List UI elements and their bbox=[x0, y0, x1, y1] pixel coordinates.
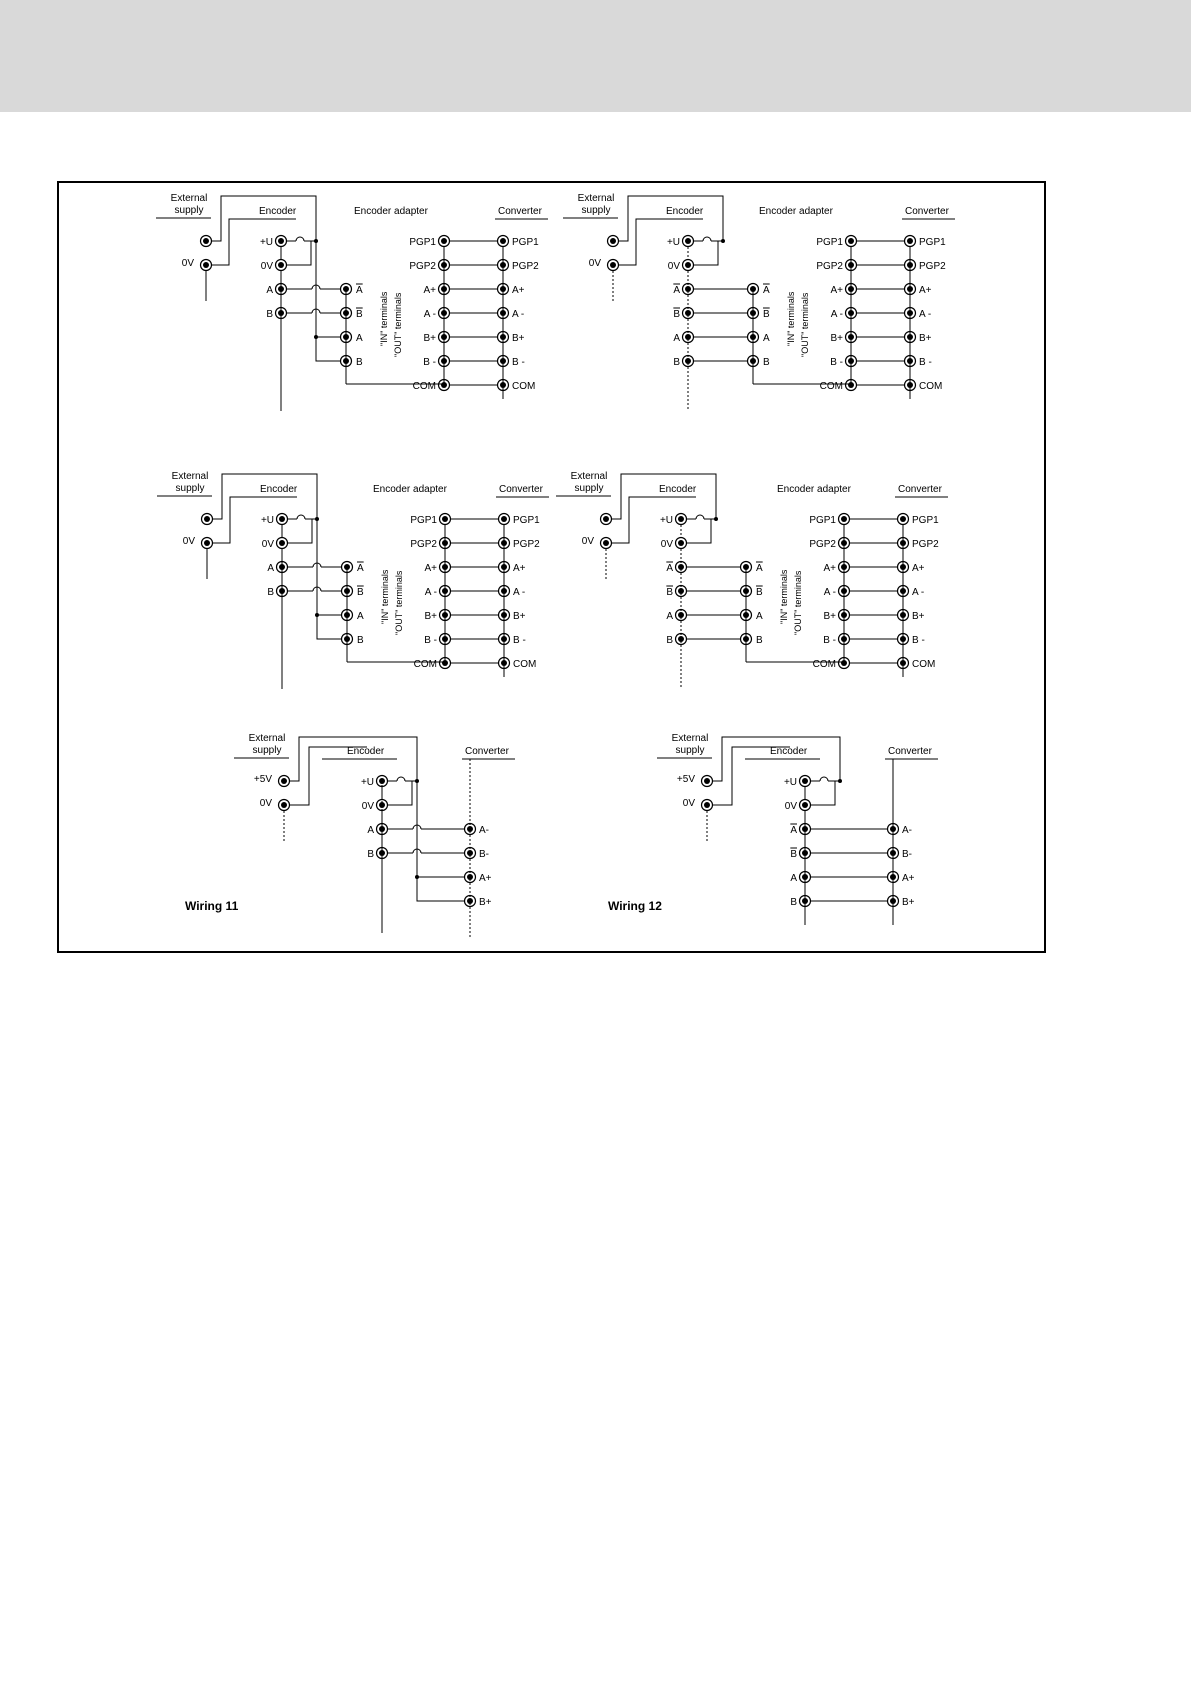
adapter-out-label: PGP2 bbox=[410, 539, 437, 550]
wiring-diagram-wiring-8 bbox=[563, 193, 955, 411]
converter-label: COM bbox=[919, 381, 943, 392]
adapter-out-label: PGP1 bbox=[809, 515, 836, 526]
encoder-plus-u: +U bbox=[659, 515, 673, 526]
adapter-out-label: COM bbox=[412, 381, 436, 392]
converter-label: B- bbox=[479, 849, 489, 860]
supply-0v-label: 0V bbox=[682, 798, 695, 809]
encoder-signal-label: A bbox=[790, 873, 797, 884]
out-terminals-label: "OUT" terminals bbox=[800, 292, 810, 357]
wire-crossover bbox=[820, 777, 828, 781]
terminal bbox=[499, 514, 510, 525]
terminal bbox=[202, 538, 213, 549]
terminal bbox=[898, 514, 909, 525]
adapter-out-label: PGP2 bbox=[809, 539, 836, 550]
terminal-core bbox=[603, 540, 609, 546]
adapter-in-label: B bbox=[756, 635, 763, 646]
converter-label: A+ bbox=[512, 285, 525, 296]
converter-label: PGP2 bbox=[513, 539, 540, 550]
encoder-plus-u: +U bbox=[666, 237, 680, 248]
encoder-0v-wire bbox=[694, 241, 718, 265]
adapter-out-label: B - bbox=[424, 635, 437, 646]
encoder-heading: Encoder bbox=[260, 484, 298, 495]
encoder-heading: Encoder bbox=[666, 206, 704, 217]
adapter-out-label: COM bbox=[413, 659, 437, 670]
encoder-0v: 0V bbox=[784, 801, 797, 812]
encoder-0v-wire bbox=[687, 519, 711, 543]
terminal-core bbox=[678, 540, 684, 546]
encoder-signal-label: B bbox=[666, 635, 673, 646]
encoder-signal-label: B bbox=[673, 309, 680, 320]
adapter-out-label: A+ bbox=[424, 563, 437, 574]
encoder-signal-label: A bbox=[673, 285, 680, 296]
external-supply-label: supply bbox=[175, 483, 205, 494]
page-header-band bbox=[0, 0, 1191, 112]
encoder-0v: 0V bbox=[261, 539, 274, 550]
terminal bbox=[202, 514, 213, 525]
encoder-signal-label: B bbox=[666, 587, 673, 598]
terminal-core bbox=[603, 516, 609, 522]
terminal-core bbox=[279, 540, 285, 546]
terminal bbox=[277, 514, 288, 525]
terminal-core bbox=[678, 516, 684, 522]
terminal-core bbox=[203, 262, 209, 268]
external-supply-label: External bbox=[570, 471, 608, 482]
adapter-out-label: A+ bbox=[830, 285, 843, 296]
converter-label: PGP2 bbox=[512, 261, 539, 272]
adapter-heading: Encoder adapter bbox=[373, 484, 447, 495]
terminal-core bbox=[441, 238, 447, 244]
adapter-in-label: A bbox=[763, 285, 770, 296]
junction-dot bbox=[838, 779, 842, 783]
external-supply-label: supply bbox=[581, 205, 611, 216]
external-supply-label: External bbox=[170, 193, 208, 204]
adapter-heading: Encoder adapter bbox=[354, 206, 428, 217]
converter-heading: Converter bbox=[898, 484, 942, 495]
terminal-core bbox=[501, 516, 507, 522]
converter-label: A+ bbox=[919, 285, 932, 296]
wire-crossover bbox=[296, 237, 304, 241]
adapter-in-label: A bbox=[356, 285, 363, 296]
terminal-core bbox=[204, 540, 210, 546]
terminal-core bbox=[900, 516, 906, 522]
encoder-0v-wire bbox=[388, 781, 412, 805]
terminal bbox=[846, 236, 857, 247]
wiring-diagram-wiring-12 bbox=[608, 733, 938, 925]
terminal-core bbox=[281, 778, 287, 784]
encoder-heading: Encoder bbox=[259, 206, 297, 217]
adapter-in-label: B bbox=[357, 587, 364, 598]
external-supply-label: External bbox=[248, 733, 286, 744]
converter-label: A+ bbox=[479, 873, 492, 884]
terminal bbox=[277, 538, 288, 549]
terminal bbox=[276, 260, 287, 271]
encoder-signal-label: A bbox=[266, 285, 273, 296]
supply-0v-wire bbox=[213, 497, 268, 543]
converter-heading: Converter bbox=[888, 746, 932, 757]
terminal bbox=[702, 800, 713, 811]
terminal-core bbox=[278, 238, 284, 244]
adapter-in-label: B bbox=[357, 635, 364, 646]
supply-0v-label: 0V bbox=[181, 258, 194, 269]
terminal bbox=[608, 236, 619, 247]
terminal-core bbox=[704, 778, 710, 784]
converter-label: A- bbox=[902, 825, 912, 836]
adapter-out-label: B+ bbox=[424, 611, 437, 622]
encoder-0v-wire bbox=[811, 781, 835, 805]
diagram-title: Wiring 12 bbox=[608, 899, 662, 913]
converter-label: COM bbox=[512, 381, 536, 392]
converter-label: B+ bbox=[919, 333, 932, 344]
terminal bbox=[498, 236, 509, 247]
terminal-core bbox=[203, 238, 209, 244]
adapter-in-label: A bbox=[357, 611, 364, 622]
wiring-diagrams-svg bbox=[59, 183, 1044, 951]
converter-label: B+ bbox=[902, 897, 915, 908]
converter-label: PGP2 bbox=[912, 539, 939, 550]
converter-heading: Converter bbox=[498, 206, 542, 217]
wire-crossover bbox=[397, 777, 405, 781]
encoder-0v: 0V bbox=[660, 539, 673, 550]
converter-label: A+ bbox=[912, 563, 925, 574]
wiring-diagrams-frame bbox=[57, 181, 1046, 953]
terminal-core bbox=[848, 238, 854, 244]
converter-heading: Converter bbox=[905, 206, 949, 217]
terminal-core bbox=[442, 516, 448, 522]
external-supply-label: supply bbox=[574, 483, 604, 494]
encoder-signal-label: A bbox=[666, 611, 673, 622]
encoder-signal-label: A bbox=[267, 563, 274, 574]
adapter-out-label: PGP1 bbox=[816, 237, 843, 248]
converter-label: PGP1 bbox=[919, 237, 946, 248]
external-supply-label: supply bbox=[675, 745, 705, 756]
adapter-out-label: PGP2 bbox=[816, 261, 843, 272]
terminal bbox=[683, 236, 694, 247]
terminal-core bbox=[704, 802, 710, 808]
adapter-heading: Encoder adapter bbox=[759, 206, 833, 217]
encoder-plus-u: +U bbox=[260, 515, 274, 526]
adapter-out-label: A+ bbox=[423, 285, 436, 296]
encoder-signal-label: B bbox=[790, 849, 797, 860]
encoder-signal-label: A bbox=[666, 563, 673, 574]
junction-dot bbox=[721, 239, 725, 243]
supply-0v-wire bbox=[212, 219, 267, 265]
wire-crossover bbox=[703, 237, 711, 241]
terminal bbox=[905, 236, 916, 247]
adapter-out-label: B+ bbox=[830, 333, 843, 344]
converter-label: A- bbox=[479, 825, 489, 836]
supply-0v-label: 0V bbox=[588, 258, 601, 269]
encoder-0v: 0V bbox=[667, 261, 680, 272]
adapter-out-label: COM bbox=[819, 381, 843, 392]
adapter-out-label: B+ bbox=[823, 611, 836, 622]
encoder-0v-wire bbox=[287, 241, 311, 265]
in-terminals-label: "IN" terminals bbox=[379, 291, 389, 346]
encoder-signal-label: A bbox=[790, 825, 797, 836]
terminal-core bbox=[610, 238, 616, 244]
encoder-plus-u: +U bbox=[783, 777, 797, 788]
adapter-in-label: A bbox=[756, 611, 763, 622]
adapter-in-label: B bbox=[756, 587, 763, 598]
terminal bbox=[440, 514, 451, 525]
encoder-0v: 0V bbox=[361, 801, 374, 812]
terminal bbox=[839, 514, 850, 525]
junction-dot bbox=[714, 517, 718, 521]
adapter-in-label: B bbox=[356, 309, 363, 320]
encoder-heading: Encoder bbox=[347, 746, 385, 757]
junction-dot bbox=[415, 875, 419, 879]
terminal-core bbox=[204, 516, 210, 522]
terminal bbox=[279, 776, 290, 787]
terminal bbox=[201, 236, 212, 247]
wiring-diagram-wiring-9 bbox=[157, 471, 549, 689]
terminal-core bbox=[841, 516, 847, 522]
encoder-signal-label: B bbox=[367, 849, 374, 860]
encoder-plus-u: +U bbox=[259, 237, 273, 248]
adapter-in-label: A bbox=[357, 563, 364, 574]
out-terminals-label: "OUT" terminals bbox=[393, 292, 403, 357]
converter-label: B - bbox=[512, 357, 525, 368]
adapter-in-label: A bbox=[756, 563, 763, 574]
encoder-signal-label: B bbox=[790, 897, 797, 908]
adapter-in-label: A bbox=[356, 333, 363, 344]
converter-label: B - bbox=[912, 635, 925, 646]
converter-label: A - bbox=[512, 309, 525, 320]
converter-label: A+ bbox=[513, 563, 526, 574]
encoder-signal-label: B bbox=[673, 357, 680, 368]
supply-0v-label: 0V bbox=[182, 536, 195, 547]
external-supply-label: External bbox=[671, 733, 709, 744]
encoder-signal-label: A bbox=[367, 825, 374, 836]
supply-voltage-label: +5V bbox=[676, 774, 695, 785]
converter-label: B - bbox=[513, 635, 526, 646]
adapter-out-label: B - bbox=[823, 635, 836, 646]
terminal-core bbox=[802, 802, 808, 808]
converter-label: B - bbox=[919, 357, 932, 368]
adapter-out-label: B - bbox=[830, 357, 843, 368]
converter-heading: Converter bbox=[465, 746, 509, 757]
terminal-core bbox=[281, 802, 287, 808]
encoder-heading: Encoder bbox=[659, 484, 697, 495]
encoder-heading: Encoder bbox=[770, 746, 808, 757]
converter-label: B+ bbox=[479, 897, 492, 908]
converter-label: A+ bbox=[902, 873, 915, 884]
terminal-core bbox=[500, 238, 506, 244]
converter-label: PGP1 bbox=[513, 515, 540, 526]
adapter-out-label: A - bbox=[830, 309, 843, 320]
supply-0v-wire bbox=[619, 219, 674, 265]
wire-crossover bbox=[696, 515, 704, 519]
node-b-wire bbox=[317, 519, 341, 639]
wiring-diagram-wiring-7 bbox=[156, 193, 548, 411]
node-wire bbox=[417, 781, 464, 901]
adapter-in-label: B bbox=[763, 357, 770, 368]
adapter-out-label: A - bbox=[423, 309, 436, 320]
adapter-out-label: B - bbox=[423, 357, 436, 368]
wiring-diagram-wiring-10 bbox=[556, 471, 948, 689]
adapter-out-label: COM bbox=[812, 659, 836, 670]
terminal bbox=[702, 776, 713, 787]
terminal bbox=[439, 236, 450, 247]
converter-label: COM bbox=[912, 659, 936, 670]
converter-label: B+ bbox=[512, 333, 525, 344]
terminal bbox=[800, 776, 811, 787]
out-terminals-label: "OUT" terminals bbox=[394, 570, 404, 635]
external-supply-label: External bbox=[577, 193, 615, 204]
encoder-signal-label: B bbox=[266, 309, 273, 320]
terminal-core bbox=[685, 262, 691, 268]
encoder-0v: 0V bbox=[260, 261, 273, 272]
junction-dot bbox=[315, 613, 319, 617]
converter-label: B- bbox=[902, 849, 912, 860]
adapter-in-label: B bbox=[763, 309, 770, 320]
adapter-out-label: B+ bbox=[423, 333, 436, 344]
in-terminals-label: "IN" terminals bbox=[786, 291, 796, 346]
out-terminals-label: "OUT" terminals bbox=[793, 570, 803, 635]
converter-label: A - bbox=[919, 309, 932, 320]
in-terminals-label: "IN" terminals bbox=[380, 569, 390, 624]
terminal bbox=[676, 514, 687, 525]
adapter-out-label: PGP2 bbox=[409, 261, 436, 272]
terminal bbox=[279, 800, 290, 811]
converter-label: A - bbox=[513, 587, 526, 598]
converter-label: COM bbox=[513, 659, 537, 670]
terminal-core bbox=[802, 778, 808, 784]
encoder-0v-wire bbox=[288, 519, 312, 543]
terminal-core bbox=[610, 262, 616, 268]
adapter-out-label: A - bbox=[823, 587, 836, 598]
terminal-core bbox=[278, 262, 284, 268]
terminal-core bbox=[685, 238, 691, 244]
converter-label: B+ bbox=[513, 611, 526, 622]
converter-label: PGP1 bbox=[912, 515, 939, 526]
wiring-diagram-wiring-11 bbox=[185, 733, 515, 938]
terminal bbox=[683, 260, 694, 271]
terminal bbox=[201, 260, 212, 271]
adapter-out-label: PGP1 bbox=[409, 237, 436, 248]
supply-0v-wire bbox=[612, 497, 667, 543]
adapter-out-label: PGP1 bbox=[410, 515, 437, 526]
adapter-out-label: A+ bbox=[823, 563, 836, 574]
in-terminals-label: "IN" terminals bbox=[779, 569, 789, 624]
external-supply-label: supply bbox=[252, 745, 282, 756]
encoder-signal-label: B bbox=[267, 587, 274, 598]
terminal bbox=[676, 538, 687, 549]
terminal bbox=[601, 538, 612, 549]
adapter-in-label: B bbox=[356, 357, 363, 368]
encoder-plus-u: +U bbox=[360, 777, 374, 788]
external-supply-label: External bbox=[171, 471, 209, 482]
encoder-signal-label: A bbox=[673, 333, 680, 344]
converter-heading: Converter bbox=[499, 484, 543, 495]
diagram-title: Wiring 11 bbox=[185, 899, 239, 913]
external-supply-label: supply bbox=[174, 205, 204, 216]
terminal bbox=[276, 236, 287, 247]
adapter-heading: Encoder adapter bbox=[777, 484, 851, 495]
supply-0v-label: 0V bbox=[581, 536, 594, 547]
converter-label: A - bbox=[912, 587, 925, 598]
node-b-wire bbox=[316, 241, 340, 361]
terminal-core bbox=[907, 238, 913, 244]
terminal-core bbox=[279, 516, 285, 522]
converter-label: PGP2 bbox=[919, 261, 946, 272]
terminal bbox=[601, 514, 612, 525]
supply-0v-label: 0V bbox=[259, 798, 272, 809]
adapter-out-label: A - bbox=[424, 587, 437, 598]
wire-crossover bbox=[297, 515, 305, 519]
junction-dot bbox=[314, 335, 318, 339]
supply-voltage-label: +5V bbox=[253, 774, 272, 785]
converter-label: PGP1 bbox=[512, 237, 539, 248]
converter-label: B+ bbox=[912, 611, 925, 622]
adapter-in-label: A bbox=[763, 333, 770, 344]
terminal bbox=[800, 800, 811, 811]
terminal bbox=[608, 260, 619, 271]
